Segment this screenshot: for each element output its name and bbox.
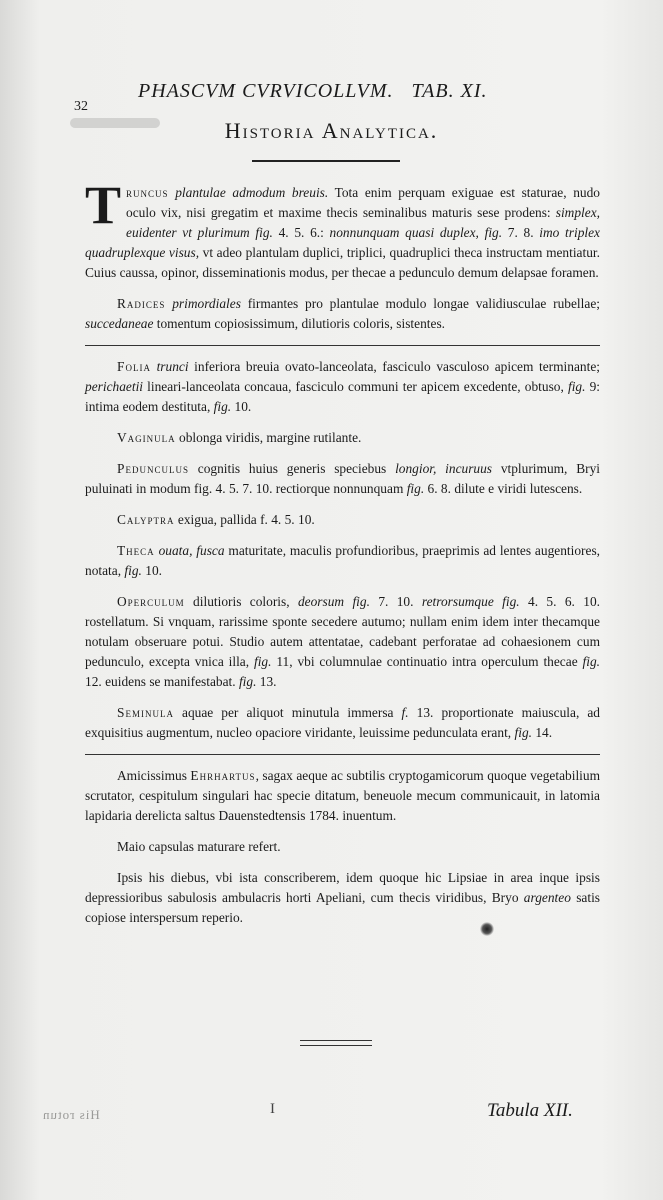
term-heading: Seminula: [117, 705, 174, 720]
text-run: maturitate, maculis profundioribus, praeprimis ad lentes augentiores, notata,: [85, 543, 601, 578]
running-head-title: PHASCVM CVRVICOLLVM.: [138, 80, 394, 102]
paragraph-vaginula: [85, 428, 600, 448]
italic-text: fig.: [238, 674, 257, 689]
text-run: , sagax aeque ac subtilis cryptogamicorum quoque vegetabilium scrutator, cespitulum singulari hac specie ditatum, beneuole mecum communicauit, in latomia lapidaria derelicta saltus Dauenstedtensis 1784. inuentum.: [85, 768, 600, 823]
italic-text: perichaetii: [85, 379, 144, 394]
text-run: 6. 8. dilute e viridi lutescens.: [424, 481, 583, 496]
italic-text: f.: [401, 705, 409, 720]
ink-spot: [480, 922, 494, 936]
text-run: vt adeo plantulam duplici, triplici, quadruplici theca instructam mentiatur. Cuius caussa, opinor, disseminationis modus, per thecae a pedunculo demum delapsae foramen.: [85, 245, 600, 280]
italic-text: plantulae admodum breuis.: [175, 185, 329, 200]
text-run: cognitis huius generis speciebus: [188, 461, 396, 476]
page-number: 32: [74, 99, 88, 114]
text-run: exigua, pallida f. 4. 5. 10.: [174, 512, 315, 527]
paragraph-ipsis: [85, 868, 600, 928]
text-run: 14.: [531, 725, 553, 740]
running-head: [138, 80, 488, 103]
term-heading: Theca: [117, 543, 155, 558]
text-run: tomentum copiosissimum, dilutioris coloris, sistentes.: [153, 316, 446, 331]
italic-text: trunci: [156, 359, 189, 374]
text-run: Ipsis his diebus, vbi ista conscriberem, idem quoque hic Lipsiae in area inque ipsis depressioribus sabulosis ambulacris horti Apeliani, cum thecis viridibus, Bryo: [85, 870, 600, 905]
signature-mark: I: [270, 1101, 275, 1117]
italic-text: fig.: [582, 654, 600, 669]
term-heading: Radices: [117, 296, 166, 311]
section-divider: [85, 754, 600, 755]
paragraph-ehrhartus: [85, 766, 600, 826]
text-run: 12. euidens se manifestabat.: [85, 674, 239, 689]
text-run: 10.: [231, 399, 252, 414]
text-run: 9: intima eodem destituta,: [85, 379, 600, 414]
text-run: 4. 5. 6.:: [272, 225, 330, 240]
text-run: lineari-lanceolata concaua, fasciculo communi ter apicem excedente, obtuso,: [143, 379, 568, 394]
text-run: aquae per aliquot minutula immersa: [173, 705, 402, 720]
term-heading: runcus: [126, 185, 169, 200]
text-run: 7. 8.: [502, 225, 540, 240]
text-run: 13.: [256, 674, 277, 689]
title-rule: [252, 160, 400, 162]
paragraph-seminula: [85, 703, 600, 743]
text-run: vtplurimum, Bryi puluinati in modum fig. 4. 5. 7. 10. rectiorque nonnunquam: [85, 461, 601, 496]
italic-text: longior, incuruus: [395, 461, 493, 476]
italic-text: primordiales: [172, 296, 241, 311]
italic-text: fig.: [406, 481, 425, 496]
italic-text: fig.: [514, 725, 532, 740]
paragraph-operculum: [85, 592, 600, 692]
text-run: inferiora breuia ovato-lanceolata, fasciculo vasculoso apicem terminante;: [188, 359, 600, 374]
running-head-plate: TAB. XI.: [411, 80, 488, 102]
italic-text: argenteo: [523, 890, 571, 905]
term-heading: Ehrhartus: [190, 768, 256, 783]
italic-text: fig.: [213, 399, 232, 414]
text-run: Maio capsulas maturare refert.: [117, 839, 281, 854]
text-run: satis copiose interspersum reperio.: [85, 890, 600, 925]
section-divider: [85, 345, 600, 346]
paragraph-pedunculus: [85, 459, 600, 499]
term-heading: Operculum: [117, 594, 185, 609]
catchword: Tabula XII.: [487, 1100, 573, 1121]
paragraph-radices: [85, 294, 600, 334]
section-title: Historia Analytica.: [224, 118, 439, 143]
term-heading: Pedunculus: [117, 461, 189, 476]
text-run: 11, vbi columnulae continuatio intra operculum thecae: [271, 654, 583, 669]
text-body: [85, 175, 601, 939]
text-run: firmantes pro plantulae modulo longae validiusculae rubellae;: [240, 296, 600, 311]
paragraph-theca: [85, 541, 600, 581]
text-run: dilutioris coloris,: [184, 594, 298, 609]
term-heading: Vaginula: [117, 430, 176, 445]
paragraph-folia: [85, 357, 600, 417]
text-run: Tota enim perquam exiguae est staturae, nudo oculo vix, nisi gregatim et maxime thecis seminalibus maturis sese prodens:: [126, 185, 600, 220]
paragraph-lead: Amicissimus: [117, 768, 191, 783]
bleed-through-text: His rotun: [42, 1107, 100, 1122]
italic-text: imo triplex quadruplexque visus,: [85, 225, 600, 260]
paragraph-calyptra: [85, 510, 600, 530]
drop-cap: T: [85, 175, 122, 235]
italic-text: fig.: [567, 379, 586, 394]
text-run: 7. 10.: [369, 594, 422, 609]
italic-text: fig.: [124, 563, 142, 578]
text-run: 10.: [141, 563, 162, 578]
text-run: 4. 5. 6. 10. rostellatum. Si vnquam, rarissime sponte secedere autumo; nullam enim idem inter thecamque notulam obseruare potui. Studio autem attentatae, cadebant perforatae ad cohaesionem cum pedunculo, excepta vnica illa,: [85, 594, 600, 669]
italic-text: succedaneae: [85, 316, 154, 331]
italic-text: nonnunquam quasi duplex, fig.: [329, 225, 503, 240]
term-heading: Calyptra: [117, 512, 175, 527]
paragraph-truncus: [85, 175, 600, 283]
italic-text: deorsum fig.: [297, 594, 370, 609]
closing-ornament: [300, 1040, 372, 1046]
italic-text: simplex, euidenter vt plurimum fig.: [126, 205, 600, 240]
italic-text: fig.: [253, 654, 272, 669]
paragraph-maio: [85, 837, 600, 857]
italic-text: ouata, fusca: [158, 543, 225, 558]
text-run: oblonga viridis, margine rutilante.: [175, 430, 362, 445]
term-heading: Folia: [117, 359, 151, 374]
text-run: 13. proportionate maiuscula, ad exquisitius augmentum, nucleo opaciore viridante, leuissime pedunculata erant,: [85, 705, 600, 740]
italic-text: retrorsumque fig.: [421, 594, 520, 609]
